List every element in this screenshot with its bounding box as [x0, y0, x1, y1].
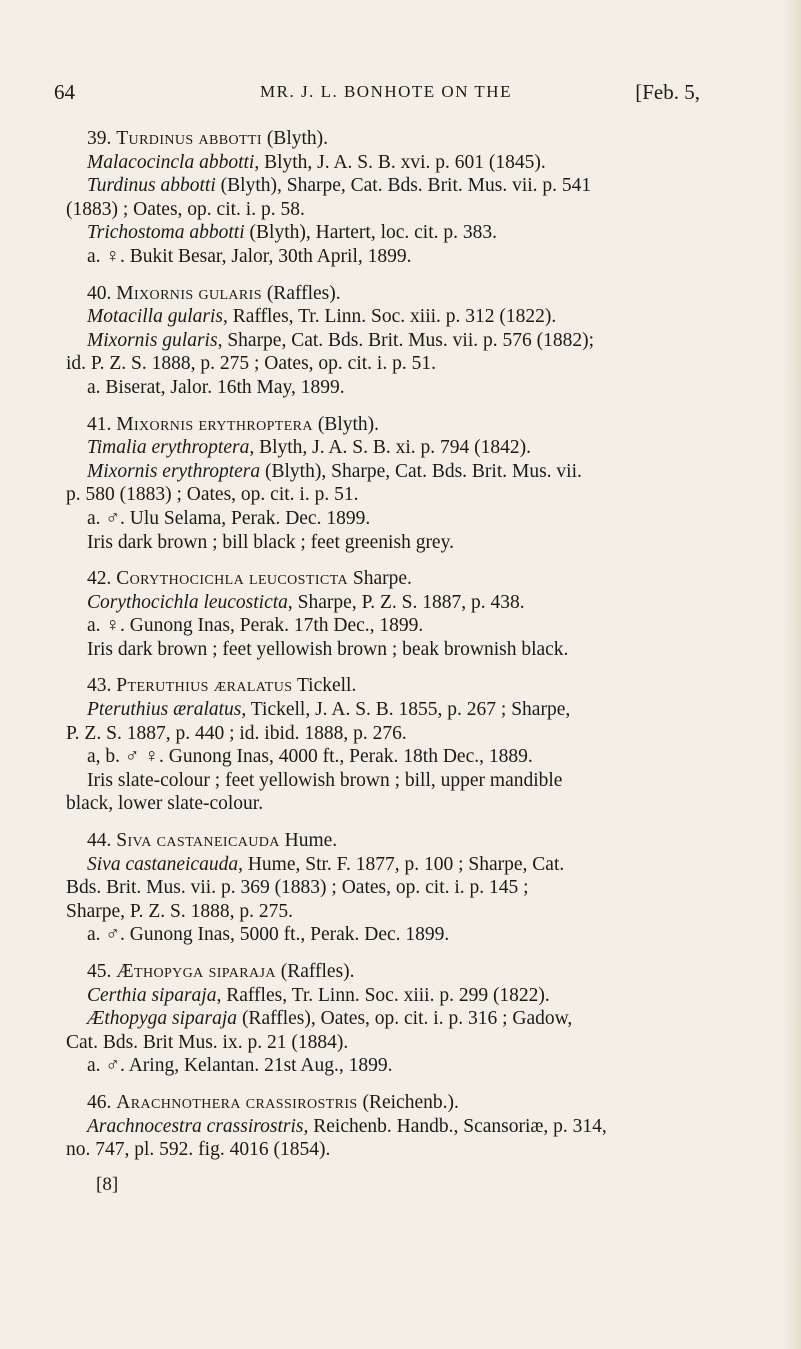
running-header — [54, 80, 700, 110]
synonym-reference: (Blyth), Sharpe, Cat. Bds. Brit. Mus. vii. p. 541 — [215, 175, 592, 197]
specimen-record: a. ♂. Gunong Inas, 5000 ft., Perak. Dec. 1899. — [87, 924, 450, 946]
authority: Sharpe. — [352, 568, 412, 590]
species-entry — [66, 1091, 706, 1162]
synonym-line — [66, 1115, 706, 1139]
specimen-record: a. Biserat, Jalor. 16th May, 1899. — [87, 376, 345, 398]
specimen-notes: Iris slate-colour ; feet yellowish brown ; bill, upper mandible — [87, 769, 563, 791]
species-number: 44. — [87, 830, 112, 852]
specimen-notes: Iris dark brown ; bill black ; feet greenish grey. — [87, 531, 454, 553]
species-number: 45. — [87, 961, 112, 982]
species-heading — [66, 1091, 706, 1115]
genus-name: Arachnothera — [116, 1091, 241, 1113]
specimen-record: a. ♂. Aring, Kelantan. 21st Aug., 1899. — [87, 1055, 393, 1077]
synonym-continuation: (1883) ; Oates, op. cit. i. p. 58. — [66, 198, 305, 220]
synonym-reference: (Blyth), Sharpe, Cat. Bds. Brit. Mus. vii. — [260, 460, 582, 482]
species-entry — [66, 674, 706, 816]
synonym-line — [66, 436, 706, 460]
genus-name: Turdinus — [116, 128, 194, 149]
synonym-name: Timalia erythroptera — [87, 437, 250, 459]
species-number: 40. — [87, 282, 112, 304]
synonym-line — [66, 984, 706, 1008]
synonym-reference: , Raffles, Tr. Linn. Soc. xiii. p. 299 (1822). — [216, 984, 550, 1006]
species-heading — [66, 282, 706, 306]
species-name: crassirostris — [245, 1091, 358, 1113]
synonym-continuation: Bds. Brit. Mus. vii. p. 369 (1883) ; Oates, op. cit. i. p. 145 ; — [66, 877, 529, 899]
species-heading — [66, 567, 706, 591]
synonym-reference: , Sharpe, P. Z. S. 1887, p. 438. — [287, 591, 525, 613]
synonym-line — [66, 305, 706, 329]
species-heading — [66, 413, 706, 437]
synonym-line — [66, 1007, 706, 1031]
genus-name: Mixornis — [116, 413, 194, 435]
specimen-record: a. ♀. Gunong Inas, Perak. 17th Dec., 1899. — [87, 615, 424, 637]
synonym-name: Pteruthius æralatus — [87, 699, 242, 721]
synonym-continuation: p. 580 (1883) ; Oates, op. cit. i. p. 51. — [66, 484, 359, 506]
species-heading — [66, 829, 706, 853]
species-heading — [66, 960, 706, 984]
species-entry — [66, 127, 706, 269]
specimen-record: a. ♀. Bukit Besar, Jalor, 30th April, 1899. — [87, 245, 412, 267]
synonym-name: Certhia siparaja — [87, 984, 217, 1006]
synonym-continuation: P. Z. S. 1887, p. 440 ; id. ibid. 1888, p. 276. — [66, 722, 407, 744]
synonym-name: Mixornis gularis — [87, 329, 218, 351]
synonym-name: Mixornis erythroptera — [87, 460, 261, 482]
synonym-reference: , Tickell, J. A. S. B. 1855, p. 267 ; Sharpe, — [241, 699, 571, 721]
species-number: 39. — [87, 128, 112, 149]
synonym-reference: (Blyth), Hartert, loc. cit. p. 383. — [244, 222, 498, 244]
synonym-name: Arachnocestra crassirostris — [87, 1115, 304, 1137]
signature-mark: [8] — [96, 1173, 119, 1195]
synonym-line — [66, 853, 706, 877]
synonym-continuation: Cat. Bds. Brit Mus. ix. p. 21 (1884). — [66, 1031, 349, 1053]
species-number: 46. — [87, 1091, 112, 1113]
synonym-line — [66, 591, 706, 615]
species-name: castaneicauda — [156, 830, 280, 852]
synonym-reference: (Raffles), Oates, op. cit. i. p. 316 ; Gadow, — [237, 1008, 573, 1030]
species-heading — [66, 674, 706, 698]
synonym-reference: , Blyth, J. A. S. B. xi. p. 794 (1842). — [249, 437, 532, 459]
species-number: 43. — [87, 675, 112, 697]
genus-name: Siva — [116, 830, 152, 852]
authority: (Blyth). — [317, 413, 380, 435]
page-edge-shadow — [783, 0, 801, 1349]
synonym-reference: , Reichenb. Handb., Scansoriæ, p. 314, — [303, 1115, 607, 1137]
synonym-line — [66, 460, 706, 484]
synonym-line — [66, 151, 706, 175]
authority: Hume. — [284, 830, 338, 852]
synonym-name: Malacocincla abbotti — [87, 151, 255, 173]
genus-name: Pteruthius — [116, 675, 209, 697]
synonym-continuation: Sharpe, P. Z. S. 1888, p. 275. — [66, 900, 293, 922]
header-date: [Feb. 5, — [635, 80, 700, 104]
synonym-name: Æthopyga siparaja — [87, 1008, 238, 1030]
synonym-name: Corythocichla leucosticta — [87, 591, 288, 613]
species-name: æralatus — [213, 675, 293, 697]
genus-name: Mixornis — [116, 282, 194, 304]
species-name: siparaja — [208, 961, 276, 982]
species-number: 41. — [87, 413, 112, 435]
species-entry — [66, 960, 706, 1078]
species-list — [66, 127, 706, 1196]
synonym-continuation: id. P. Z. S. 1888, p. 275 ; Oates, op. cit. i. p. 51. — [66, 353, 436, 375]
synonym-name: Motacilla gularis — [87, 306, 223, 328]
species-number: 42. — [87, 568, 112, 590]
authority: (Blyth). — [266, 128, 329, 149]
synonym-reference: , Hume, Str. F. 1877, p. 100 ; Sharpe, Cat. — [238, 853, 565, 875]
synonym-line — [66, 329, 706, 353]
species-name: abbotti — [198, 128, 262, 149]
synonym-reference: , Blyth, J. A. S. B. xvi. p. 601 (1845). — [254, 151, 546, 173]
synonym-line — [66, 174, 706, 198]
synonym-name: Turdinus abbotti — [87, 175, 216, 197]
genus-name: Corythocichla — [116, 568, 245, 590]
authority: (Raffles). — [266, 282, 341, 304]
authority: (Reichenb.). — [362, 1091, 459, 1113]
authority: (Raffles). — [280, 961, 355, 982]
specimen-notes: black, lower slate-colour. — [66, 793, 264, 815]
synonym-reference: , Sharpe, Cat. Bds. Brit. Mus. vii. p. 576 (1882); — [217, 329, 595, 351]
authority: Tickell. — [296, 675, 357, 697]
synonym-continuation: no. 747, pl. 592. fig. 4016 (1854). — [66, 1139, 331, 1161]
species-heading — [66, 127, 706, 151]
species-entry — [66, 413, 706, 555]
synonym-line — [66, 221, 706, 245]
species-name: leucosticta — [249, 568, 348, 590]
species-name: erythroptera — [198, 413, 313, 435]
synonym-name: Siva castaneicauda — [87, 853, 239, 875]
synonym-line — [66, 698, 706, 722]
page-number: 64 — [54, 80, 75, 104]
synonym-reference: , Raffles, Tr. Linn. Soc. xiii. p. 312 (1822). — [222, 306, 557, 328]
species-entry — [66, 829, 706, 947]
species-entry — [66, 567, 706, 661]
species-entry — [66, 282, 706, 400]
specimen-record: a, b. ♂ ♀. Gunong Inas, 4000 ft., Perak. 18th Dec., 1889. — [87, 746, 533, 768]
genus-name: Æthopyga — [116, 961, 204, 982]
synonym-name: Trichostoma abbotti — [87, 222, 245, 244]
species-name: gularis — [198, 282, 262, 304]
running-title: MR. J. L. BONHOTE ON THE — [260, 82, 512, 101]
specimen-record: a. ♂. Ulu Selama, Perak. Dec. 1899. — [87, 507, 371, 529]
specimen-notes: Iris dark brown ; feet yellowish brown ; beak brownish black. — [87, 638, 569, 660]
